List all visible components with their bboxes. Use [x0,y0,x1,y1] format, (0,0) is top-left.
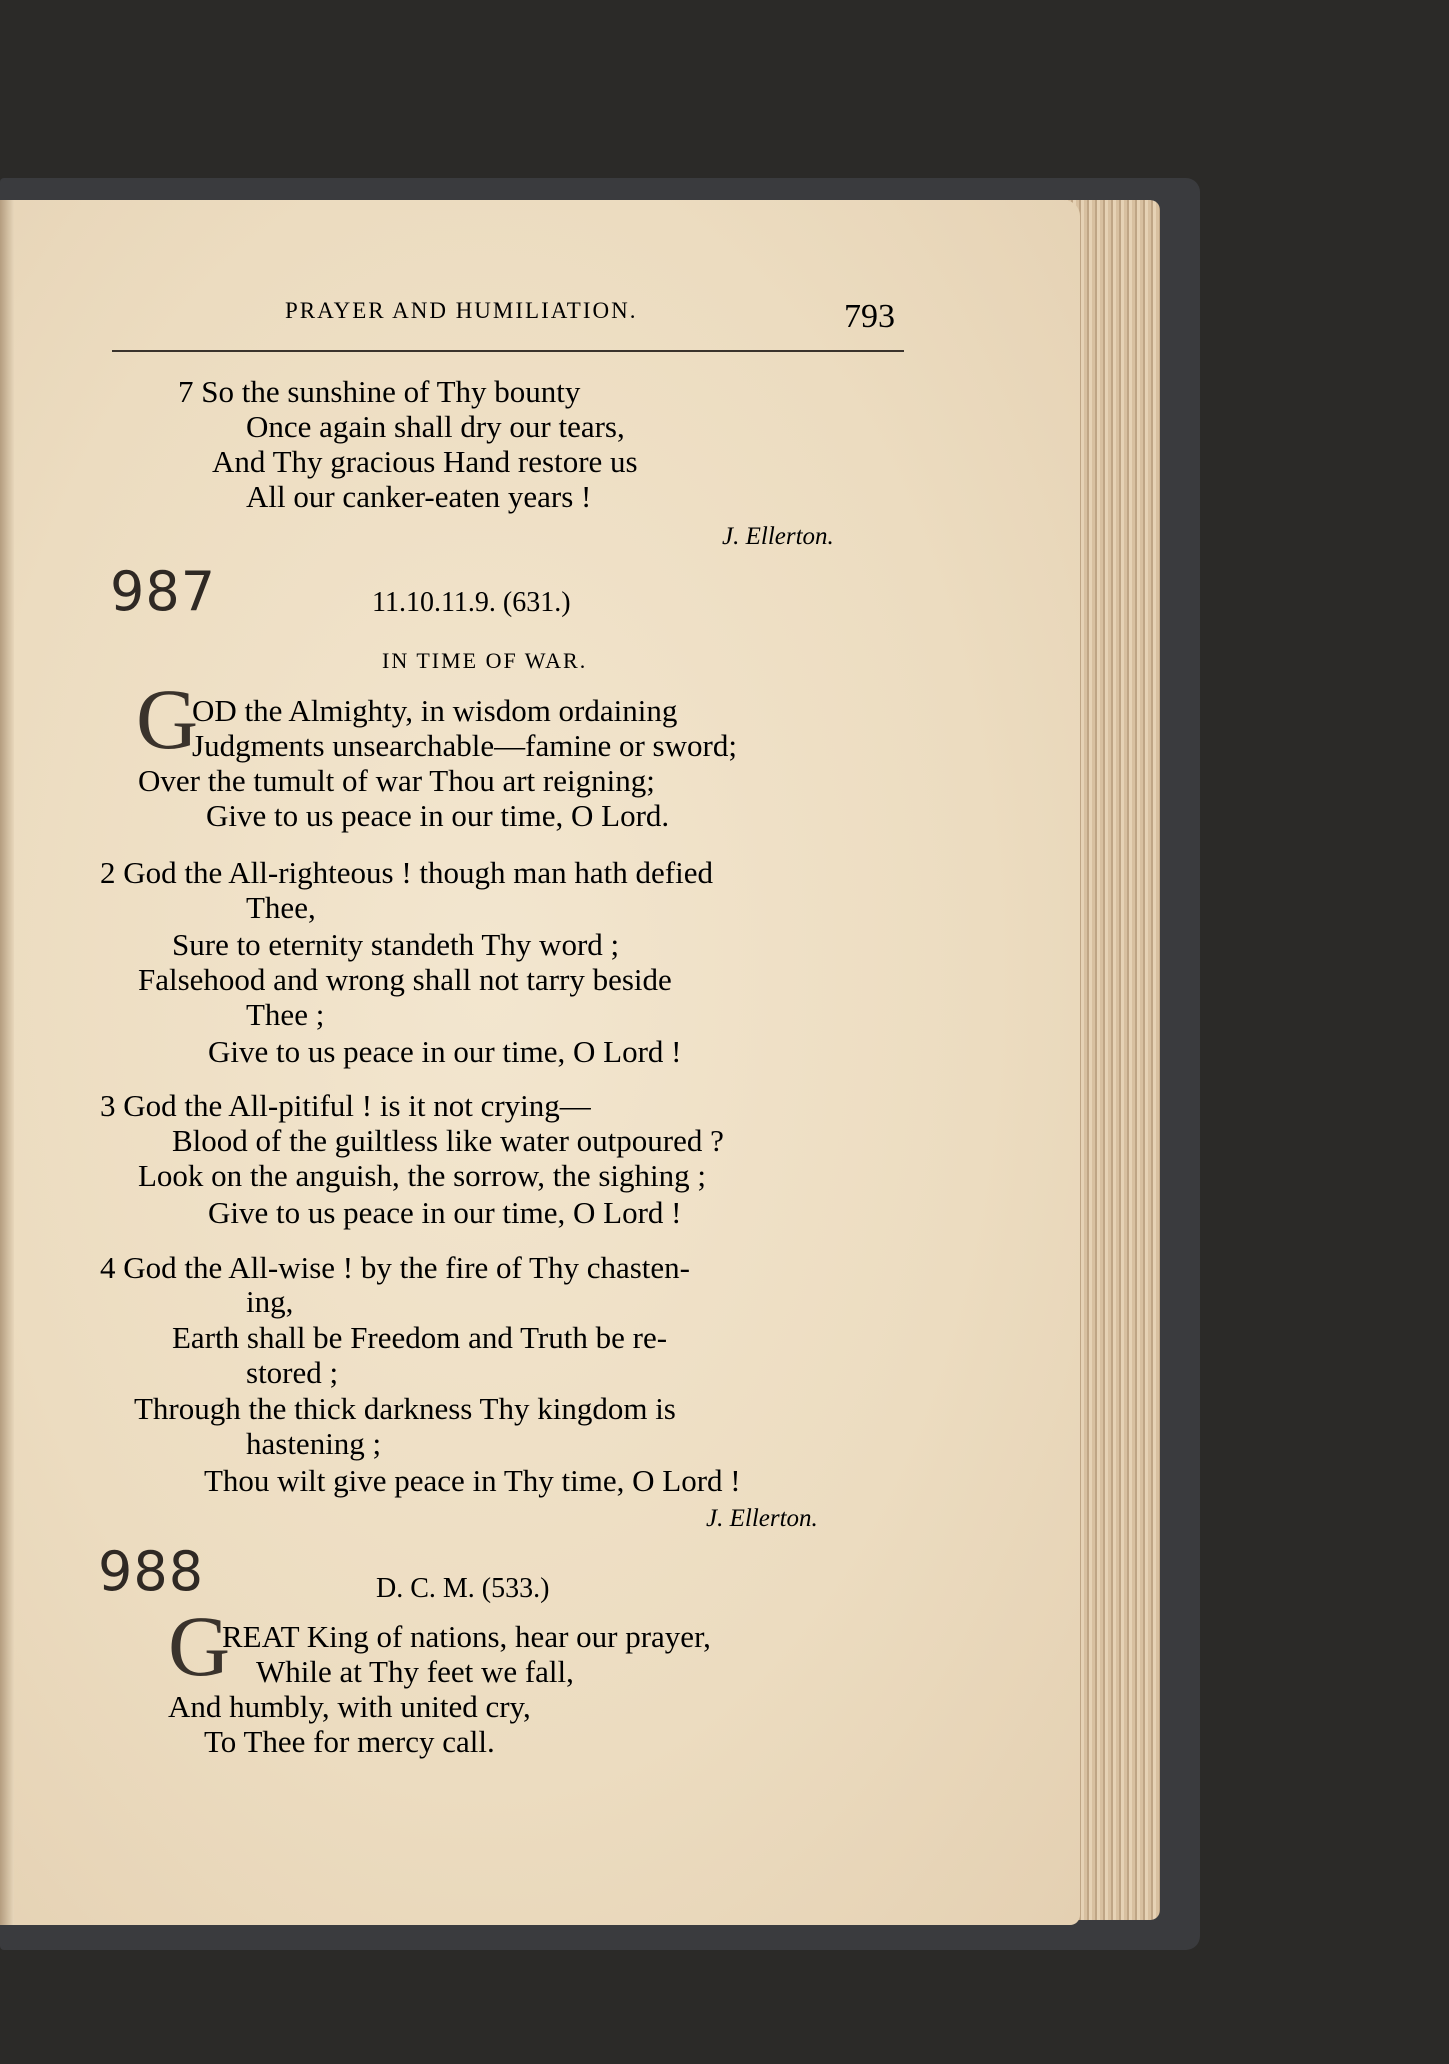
verse-line: Thou wilt give peace in Thy time, O Lord ! [204,1463,741,1498]
verse-line: Give to us peace in our time, O Lord ! [208,1195,682,1230]
author-attribution: J. Ellerton. [706,1505,818,1532]
verse-line: Give to us peace in our time, O Lord ! [208,1034,682,1069]
verse-line: While at Thy feet we fall, [256,1654,574,1689]
hymn-meter: D. C. M. (533.) [376,1573,550,1604]
running-title: PRAYER AND HUMILIATION. [285,298,638,323]
hymn-meter: 11.10.11.9. (631.) [372,587,571,618]
hymn-number: 987 [110,560,217,623]
verse-line: Earth shall be Freedom and Truth be re- [172,1320,668,1355]
page-gutter [0,200,14,1925]
header-rule [112,350,904,352]
page-number: 793 [844,298,895,335]
verse-line: Blood of the guiltless like water outpoured ? [172,1123,724,1158]
verse-line: ing, [246,1284,294,1319]
verse-line: Once again shall dry our tears, [246,409,625,444]
verse-line: REAT King of nations, hear our prayer, [222,1619,711,1654]
verse-line: Look on the anguish, the sorrow, the sighing ; [138,1158,706,1193]
verse-line: Falsehood and wrong shall not tarry beside [138,962,672,997]
verse-line: And Thy gracious Hand restore us [212,444,638,479]
hymn-subtitle: IN TIME OF WAR. [382,648,588,673]
verse-line: Judgments unsearchable—famine or sword; [192,728,737,763]
verse-line: All our canker-eaten years ! [246,479,592,514]
verse-line: hastening ; [246,1426,382,1461]
verse-line: Thee, [246,890,316,925]
verse-line: Through the thick darkness Thy kingdom is [134,1391,676,1426]
verse-line: OD the Almighty, in wisdom ordaining [192,693,678,728]
drop-cap: G [136,671,199,767]
verse-line: Sure to eternity standeth Thy word ; [172,927,620,962]
verse-line: 4 God the All-wise ! by the fire of Thy chasten- [100,1250,690,1285]
verse-line: And humbly, with united cry, [168,1689,531,1724]
verse-line: To Thee for mercy call. [204,1724,495,1759]
verse-line: Thee ; [246,997,325,1032]
author-attribution: J. Ellerton. [722,523,834,550]
verse-line: stored ; [246,1355,339,1390]
verse-line: 7 So the sunshine of Thy bounty [178,374,581,409]
drop-cap: G [168,1598,231,1694]
verse-line: 2 God the All-righteous ! though man hath defied [100,855,713,890]
verse-line: 3 God the All-pitiful ! is it not crying— [100,1088,591,1123]
verse-line: Give to us peace in our time, O Lord. [206,798,670,833]
verse-line: Over the tumult of war Thou art reigning; [138,763,655,798]
hymn-number: 988 [98,1540,205,1603]
